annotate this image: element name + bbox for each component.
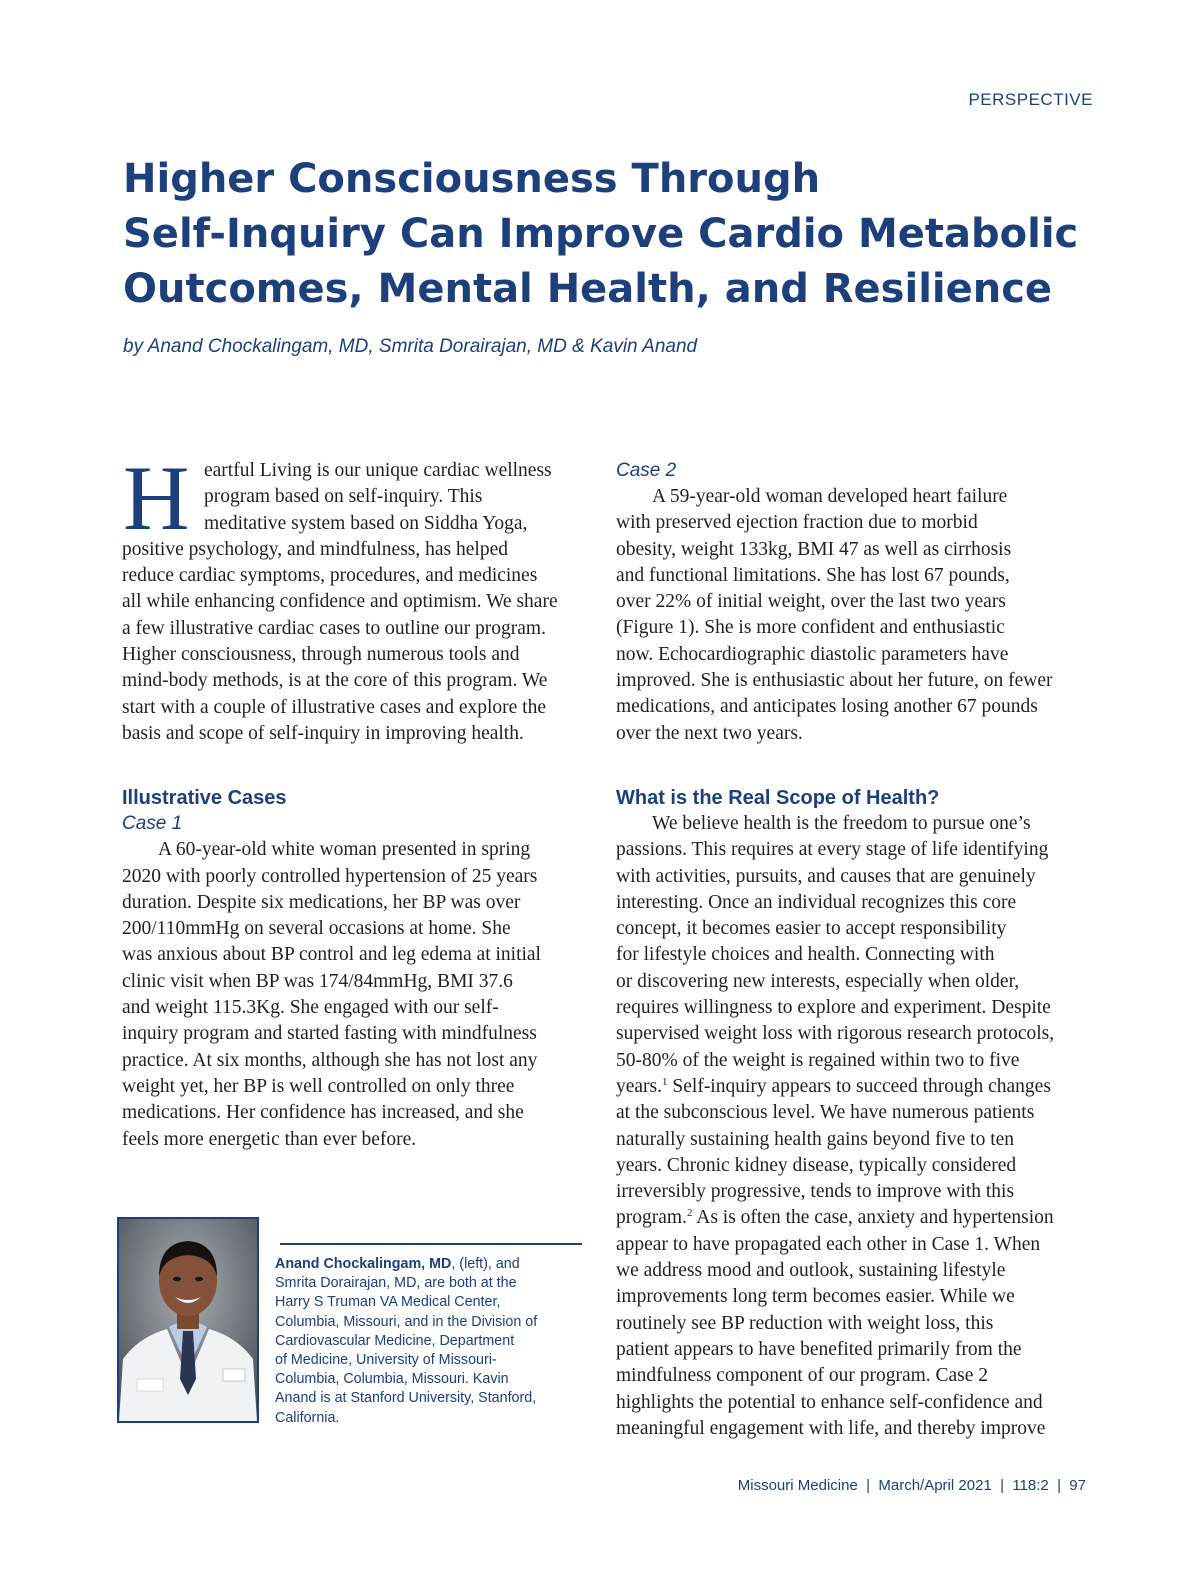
text-line: weight yet, her BP is well controlled on only three	[122, 1075, 515, 1097]
text-line: 2020 with poorly controlled hypertension of 25 years	[122, 865, 538, 887]
text-line: clinic visit when BP was 174/84mmHg, BMI 37.6	[122, 970, 513, 992]
text-line: irreversibly progressive, tends to improve with this	[616, 1181, 1015, 1203]
text-line: with preserved ejection fraction due to morbid	[616, 512, 978, 534]
bio-line: California.	[275, 1409, 340, 1426]
text-line: A 60-year-old white woman presented in spring	[158, 839, 531, 861]
text-line	[616, 1074, 1091, 1100]
reference-1: 1	[662, 1075, 668, 1088]
author-bio	[275, 1255, 595, 1428]
text-line: reduce cardiac symptoms, procedures, and medicines	[122, 565, 538, 587]
text-line: interesting. Once an individual recognizes this core	[616, 891, 1017, 913]
text-line: naturally sustaining health gains beyond five to ten	[616, 1128, 1015, 1150]
text-segment: Self-inquiry appears to succeed through changes	[667, 1075, 1051, 1097]
text-line: over 22% of initial weight, over the last two years	[616, 591, 1006, 613]
title-line: Higher Consciousness Through	[123, 156, 821, 202]
text-line: 50-80% of the weight is regained within two to five	[616, 1049, 1020, 1071]
text-line: duration. Despite six medications, her BP was over	[122, 891, 521, 913]
text-line: over the next two years.	[616, 722, 803, 744]
text-line: basis and scope of self-inquiry in improving health.	[122, 722, 524, 744]
text-line: mind-body methods, is at the core of this program. We	[122, 670, 548, 692]
text-segment: As is often the case, anxiety and hypertension	[692, 1207, 1054, 1229]
text-line: routinely see BP reduction with weight loss, this	[616, 1312, 994, 1334]
text-line: obesity, weight 133kg, BMI 47 as well as cirrhosis	[616, 538, 1012, 560]
text-line: supervised weight loss with rigorous research protocols,	[616, 1023, 1055, 1045]
text-line: all while enhancing confidence and optimism. We share	[122, 591, 558, 613]
text-line: practice. At six months, although she has not lost any	[122, 1049, 538, 1071]
text-segment: years.	[616, 1075, 663, 1097]
section-heading: What is the Real Scope of Health?	[616, 786, 940, 809]
page-footer: Missouri Medicine | March/April 2021 | 118:2 | 97	[737, 1477, 1086, 1494]
article-title	[123, 152, 1083, 317]
text-line: eartful Living is our unique cardiac wellness	[204, 460, 552, 481]
text-line: at the subconscious level. We have numerous patients	[616, 1102, 1035, 1124]
text-line: program based on self-inquiry. This	[204, 486, 483, 508]
text-line: A 59-year-old woman developed heart failure	[652, 486, 1008, 507]
intro-paragraph	[122, 447, 597, 747]
bio-line: Columbia, Missouri, and in the Division of	[275, 1313, 538, 1330]
bio-line: Harry S Truman VA Medical Center,	[275, 1294, 501, 1311]
reference-2: 2	[686, 1207, 693, 1220]
case-1-label: Case 1	[122, 813, 183, 835]
text-line: medications, and anticipates losing another 67 pounds	[616, 696, 1038, 718]
text-line: requires willingness to explore and experiment. Despite	[616, 997, 1051, 1019]
text-line: and functional limitations. She has lost 67 pounds,	[616, 564, 1010, 586]
text-line	[616, 1205, 1091, 1231]
bio-line: Cardiovascular Medicine, Department	[275, 1332, 515, 1349]
text-line: mindfulness component of our program. Case 2	[616, 1365, 989, 1387]
text-line: concept, it becomes easier to accept responsibility	[616, 918, 1007, 940]
title-line: Self-Inquiry Can Improve Cardio Metabolic	[123, 211, 1079, 257]
author-name-suffix: , (left), and	[451, 1256, 520, 1272]
text-line: passions. This requires at every stage of life identifying	[616, 839, 1049, 861]
text-line: Higher consciousness, through numerous tools and	[122, 644, 520, 666]
title-line: Outcomes, Mental Health, and Resilience	[123, 266, 1053, 312]
text-line: years. Chronic kidney disease, typically considered	[616, 1154, 1017, 1176]
text-line: medications. Her confidence has increased, and she	[122, 1102, 524, 1124]
text-line: we address mood and outlook, sustaining lifestyle	[616, 1260, 1006, 1282]
text-line: start with a couple of illustrative cases and explore the	[122, 696, 546, 718]
text-line: or discovering new interests, especially when older,	[616, 970, 1020, 992]
right-column	[616, 458, 1091, 1442]
text-line: was anxious about BP control and leg edema at initial	[122, 944, 541, 966]
case-1-paragraph	[122, 837, 597, 1153]
bio-line: of Medicine, University of Missouri-	[275, 1352, 497, 1369]
text-line: with activities, pursuits, and causes that are genuinely	[616, 865, 1036, 887]
text-line: meditative system based on Siddha Yoga,	[204, 512, 528, 534]
text-segment: program.	[616, 1207, 687, 1229]
byline: by Anand Chockalingam, MD, Smrita Dorairajan, MD & Kavin Anand	[123, 336, 698, 357]
text-line: improved. She is enthusiastic about her future, on fewer	[616, 670, 1053, 692]
text-line: now. Echocardiographic diastolic parameters have	[616, 643, 1009, 665]
text-line: for lifestyle choices and health. Connecting with	[616, 944, 995, 966]
bio-line: Columbia, Columbia, Missouri. Kavin	[275, 1371, 509, 1388]
bio-line	[275, 1255, 595, 1274]
text-line: meaningful engagement with life, and thereby improve	[616, 1417, 1046, 1439]
section-heading: Illustrative Cases	[122, 787, 287, 810]
bio-line: Smrita Dorairajan, MD, are both at the	[275, 1275, 517, 1292]
case-2-label: Case 2	[616, 460, 677, 481]
case-2-paragraph	[616, 484, 1091, 747]
text-line: appear to have propagated each other in Case 1. When	[616, 1233, 1041, 1255]
text-line: positive psychology, and mindfulness, has helped	[122, 538, 508, 560]
scope-paragraph	[616, 811, 1091, 1442]
text-line: (Figure 1). She is more confident and enthusiastic	[616, 617, 1005, 639]
text-line: feels more energetic than ever before.	[122, 1128, 417, 1150]
text-line: and weight 115.3Kg. She engaged with our self-	[122, 997, 499, 1019]
author-photo	[117, 1217, 259, 1423]
text-line: 200/110mmHg on several occasions at home. She	[122, 918, 511, 940]
author-divider	[280, 1243, 582, 1245]
text-line: highlights the potential to enhance self-confidence and	[616, 1391, 1043, 1413]
author-name: Anand Chockalingam, MD	[275, 1256, 452, 1272]
left-column	[122, 447, 597, 1153]
text-line: We believe health is the freedom to pursue one’s	[652, 812, 1031, 834]
text-line: patient appears to have benefited primarily from the	[616, 1338, 1022, 1360]
bio-line: Anand is at Stanford University, Stanford,	[275, 1390, 537, 1407]
drop-cap: H	[123, 447, 190, 549]
section-label: PERSPECTIVE	[968, 90, 1093, 109]
text-line: a few illustrative cardiac cases to outline our program.	[122, 617, 546, 639]
text-line: inquiry program and started fasting with mindfulness	[122, 1023, 537, 1045]
text-line: improvements long term becomes easier. While we	[616, 1286, 1015, 1308]
